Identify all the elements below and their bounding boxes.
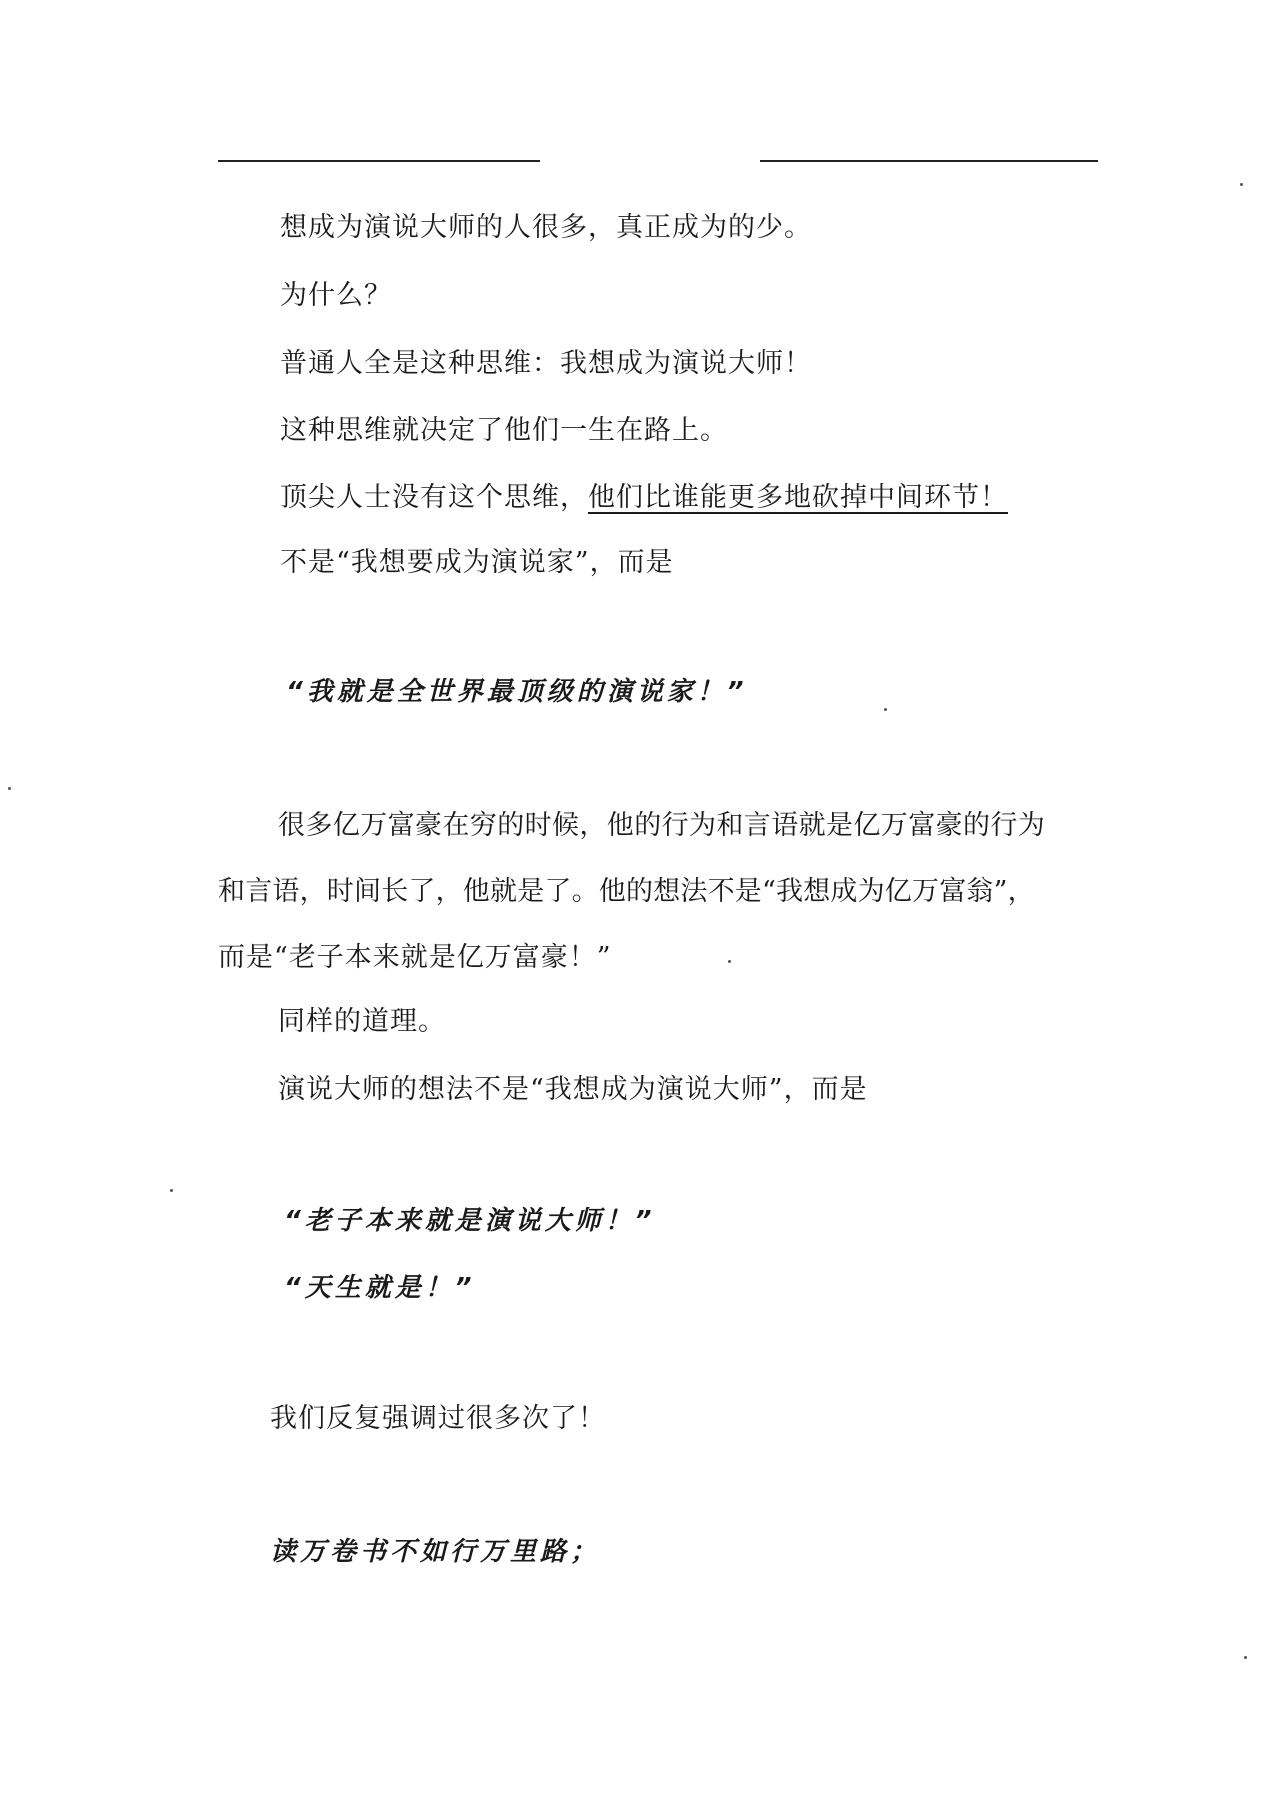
paragraph-line-1: 很多亿万富豪在穷的时候，他的行为和言语就是亿万富豪的行为 — [278, 810, 1046, 841]
underlined-emphasis: 他们比谁能更多地砍掉中间环节！ — [588, 482, 1008, 513]
text-line-6: 不是“我想要成为演说家”，而是 — [280, 547, 674, 578]
emphasis-quote-1: “我就是全世界最顶级的演说家！” — [286, 677, 748, 707]
emphasis-quote-3: “天生就是！” — [284, 1273, 476, 1303]
text-line-5 — [280, 480, 1008, 516]
scan-speck — [1240, 183, 1243, 186]
header-rule-left — [218, 160, 540, 162]
scan-speck — [728, 960, 731, 963]
text-line-3: 普通人全是这种思维：我想成为演说大师！ — [280, 348, 812, 379]
text-line-1: 想成为演说大师的人很多，真正成为的少。 — [280, 212, 812, 243]
scan-speck — [170, 1189, 173, 1192]
header-rule-right — [760, 160, 1098, 162]
text-line-5-plain: 顶尖人士没有这个思维， — [280, 482, 588, 513]
text-line-7: 同样的道理。 — [278, 1006, 446, 1037]
text-line-2: 为什么？ — [280, 280, 392, 311]
paragraph-line-2: 和言语，时间长了，他就是了。他的想法不是“我想成为亿万富翁”， — [218, 876, 1035, 907]
paragraph-line-3: 而是“老子本来就是亿万富豪！” — [218, 942, 612, 973]
emphasis-quote-4: 读万卷书不如行万里路； — [270, 1537, 601, 1567]
scan-speck — [8, 787, 11, 790]
emphasis-quote-2: “老子本来就是演说大师！” — [284, 1206, 656, 1236]
text-line-4: 这种思维就决定了他们一生在路上。 — [280, 415, 728, 446]
scan-speck — [884, 708, 887, 711]
text-line-9: 我们反复强调过很多次了！ — [270, 1403, 606, 1434]
scan-speck — [1244, 1656, 1247, 1659]
text-line-8: 演说大师的想法不是“我想成为演说大师”，而是 — [278, 1074, 868, 1105]
